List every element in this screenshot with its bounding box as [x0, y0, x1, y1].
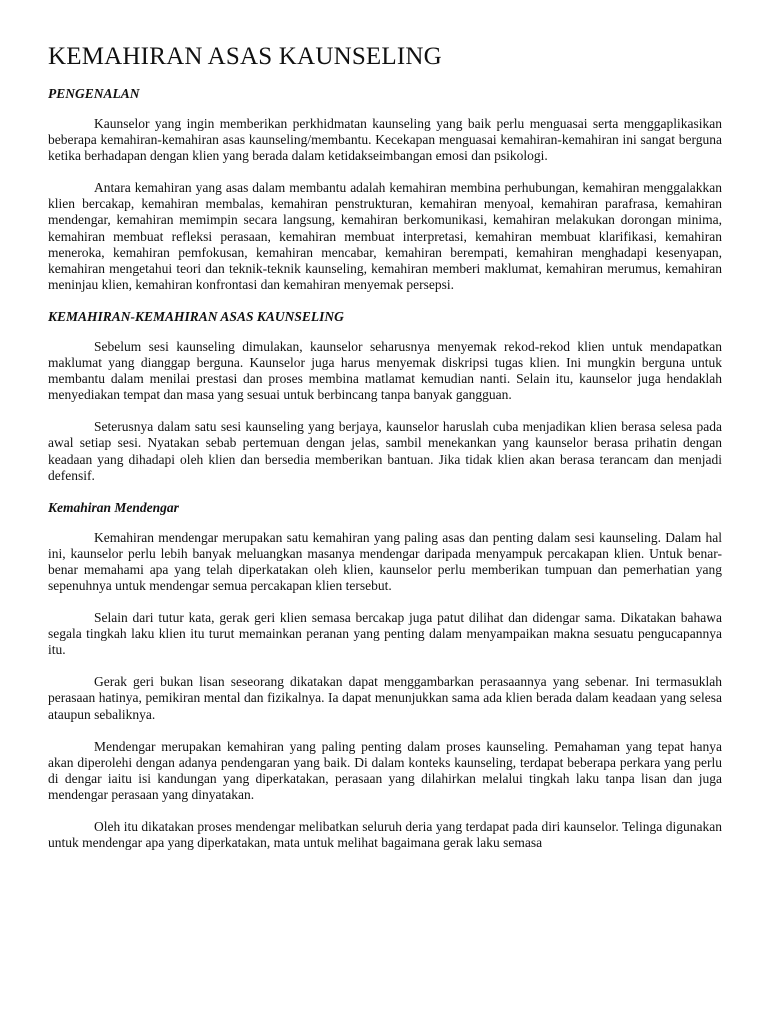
- paragraph: Seterusnya dalam satu sesi kaunseling yang berjaya, kaunselor haruslah cuba menjadikan klien berasa selesa pada awal setiap sesi. Nyatakan sebab pertemuan dengan jelas, sambil menekankan yang kaunselor berasa prihatin dengan keadaan yang dihadapi oleh klien dan bersedia memberikan bantuan. Jika tidak klien akan berasa terancam dan menjadi defensif.: [48, 419, 722, 483]
- sub-heading: Kemahiran Mendengar: [48, 499, 179, 515]
- paragraph: Sebelum sesi kaunseling dimulakan, kaunselor seharusnya menyemak rekod-rekod klien untuk mendapatkan maklumat yang dianggap berguna. Kaunselor juga harus menyemak diskripsi tugas klien. Ini mungkin berguna untuk membantu dalam menilai prestasi dan proses membina matlamat kemudian nanti. Selain itu, kaunselor juga hendaklah menyediakan tempat dan masa yang sesuai untuk berbincang tanpa banyak gangguan.: [48, 338, 722, 403]
- section-kemahiran-mendengar: [48, 500, 722, 852]
- section-heading: PENGENALAN: [48, 86, 140, 101]
- document-page: [48, 42, 722, 851]
- paragraph: Gerak geri bukan lisan seseorang dikatakan dapat menggambarkan perasaannya yang sebenar. Ini termasuklah perasaan hatinya, pemikiran mental dan fizikalnya. Ia dapat menunjukkan sama ada klien berada dalam keadaan yang selesa ataupun sebaliknya.: [48, 674, 722, 722]
- paragraph: Oleh itu dikatakan proses mendengar melibatkan seluruh deria yang terdapat pada diri kaunselor. Telinga digunakan untuk mendengar apa yang diperkatakan, mata untuk melihat bagaimana gerak laku semasa: [48, 819, 722, 851]
- paragraph: Antara kemahiran yang asas dalam membantu adalah kemahiran membina perhubungan, kemahiran menggalakkan klien bercakap, kemahiran membalas, kemahiran penstrukturan, kemahiran menyoal, kemahiran parafrasa, kemahiran mendengar, kemahiran memimpin secara langsung, kemahiran berkomunikasi, kemahiran melakukan dorongan minima, kemahiran membuat refleksi perasaan, kemahiran membuat interpretasi, kemahiran membuat klarifikasi, kemahiran meneroka, kemahiran pemfokusan, kemahiran mencabar, kemahiran berempati, kemahiran menghadapi kesenyapan, kemahiran mengetahui teori dan teknik-teknik kaunseling, kemahiran memberi maklumat, kemahiran merumus, kemahiran meninjau klien, kemahiran konfrontasi dan kemahiran menyemak persepsi.: [48, 180, 722, 292]
- section-heading: KEMAHIRAN-KEMAHIRAN ASAS KAUNSELING: [48, 308, 344, 324]
- paragraph: Kaunselor yang ingin memberikan perkhidmatan kaunseling yang baik perlu menguasai serta menggaplikasikan beberapa kemahiran-kemahiran asas kaunseling/membantu. Kecekapan menguasai kemahiran-kemahiran ini sangat berguna ketika berhadapan dengan klien yang berada dalam ketidakseimbangan emosi dan psikologi.: [48, 116, 722, 164]
- paragraph: Mendengar merupakan kemahiran yang paling penting dalam proses kaunseling. Pemahaman yang tepat hanya akan diperolehi dengan adanya pendengaran yang baik. Di dalam konteks kaunseling, terdapat beberapa perkara yang perlu di dengar iaitu isi kandungan yang diperkatakan, perasaan yang dilahirkan melalui tingkah laku tanpa lisan dan juga mendengar perasaan yang dinyatakan.: [48, 738, 722, 802]
- section-pengenalan: [48, 86, 722, 293]
- document-title: KEMAHIRAN ASAS KAUNSELING: [48, 43, 442, 70]
- section-kemahiran-asas: [48, 309, 722, 484]
- paragraph: Kemahiran mendengar merupakan satu kemahiran yang paling asas dan penting dalam sesi kaunseling. Dalam hal ini, kaunselor perlu lebih banyak meluangkan masanya mendengar daripada menyampuk percakapan klien. Untuk benar-benar memahami apa yang telah diperkatakan oleh klien, kaunselor perlu memberikan tumpuan dan pemerhatian yang sepenuhnya untuk mendengar semua percakapan klien tersebut.: [48, 529, 722, 593]
- paragraph: Selain dari tutur kata, gerak geri klien semasa bercakap juga patut dilihat dan didengar sama. Dikatakan bahawa segala tingkah laku klien itu turut memainkan peranan yang penting dalam menyampaikan makna sesuatu pengucapannya itu.: [48, 610, 722, 658]
